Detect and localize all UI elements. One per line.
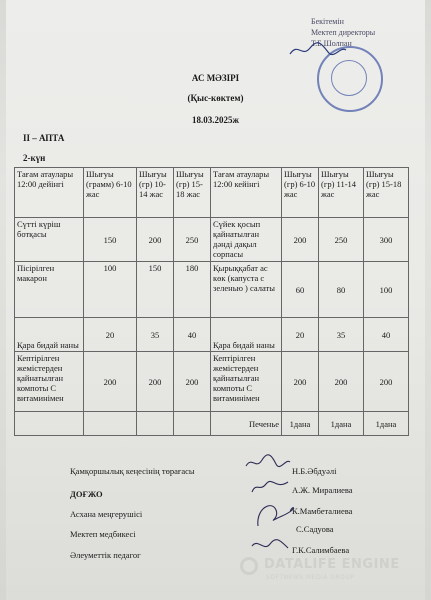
table-cell: 200 — [282, 218, 319, 262]
table-cell: 80 — [319, 262, 364, 318]
column-header: Шығуы (грамм) 6-10 жас — [84, 168, 137, 218]
table-cell: 300 — [364, 218, 409, 262]
table-cell — [174, 412, 211, 436]
signature-1 — [244, 454, 292, 472]
signature-3 — [252, 498, 294, 530]
table-cell: Қырыққабат ас көк (капуста с зеленью ) салаты — [211, 262, 282, 318]
table-cell: 200 — [137, 352, 174, 412]
table-cell — [137, 412, 174, 436]
table-cell: 100 — [364, 262, 409, 318]
table-cell: Пісірілген макарон — [15, 262, 84, 318]
table-cell: Қара бидай наны — [211, 318, 282, 352]
approval-line-3: Т.Б.Шолпан — [311, 39, 352, 48]
table-cell: 150 — [137, 262, 174, 318]
signatory-name: Г.К.Салимбаева — [292, 545, 350, 555]
watermark-logo-icon — [240, 557, 258, 575]
column-header: Шығуы (гр) 10-14 жас — [137, 168, 174, 218]
menu-title: АС МӘЗІРІ — [191, 73, 240, 83]
approval-line-1: Бекітемін — [311, 17, 344, 26]
table-cell: 1дана — [282, 412, 319, 436]
table-cell: 1дана — [319, 412, 364, 436]
signatory-role: Асхана меңгерушісі — [70, 509, 143, 519]
day-label: 2-күн — [23, 153, 46, 163]
signature-2 — [250, 478, 290, 496]
table-cell: 250 — [174, 218, 211, 262]
table-row — [15, 262, 409, 318]
signature-5 — [250, 536, 290, 554]
menu-date: 18.03.2025ж — [191, 115, 240, 125]
signatory-role: ДОҒЖО — [70, 489, 103, 499]
table-cell: Кептірілген жемістерден қайнатылған компоты С витаминімен — [211, 352, 282, 412]
table-cell: 35 — [137, 318, 174, 352]
table-cell: 60 — [282, 262, 319, 318]
column-header: Тағам атаулары 12:00 кейінгі — [211, 168, 282, 218]
column-header: Тағам атаулары 12:00 дейінгі — [15, 168, 84, 218]
column-header: Шығуы (гр) 11-14 жас — [319, 168, 364, 218]
signatory-role: Мектеп медбикесі — [70, 529, 136, 539]
table-cell: 200 — [364, 352, 409, 412]
table-cell: 100 — [84, 262, 137, 318]
table-cell: 200 — [137, 218, 174, 262]
table-cell: 250 — [319, 218, 364, 262]
table-cell — [84, 412, 137, 436]
table-cell: Печенье — [211, 412, 282, 436]
signatory-name: Н.Б.Әбдуәлі — [292, 466, 337, 476]
table-cell: 200 — [282, 352, 319, 412]
watermark-tagline: SOFTNEWS MEDIA GROUP — [266, 574, 355, 581]
table-cell: 20 — [84, 318, 137, 352]
table-cell: 180 — [174, 262, 211, 318]
table-cell: Қара бидай наны — [15, 318, 84, 352]
menu-table — [14, 167, 409, 436]
signatory-role: Әлеуметтік педагог — [70, 550, 141, 560]
signatory-name: К.Мамбеталиева — [292, 506, 353, 516]
table-cell: 200 — [174, 352, 211, 412]
table-cell: 200 — [319, 352, 364, 412]
week-label: II – АПТА — [23, 133, 65, 143]
signatory-role: Қамқоршылық кеңесінің төрағасы — [70, 466, 195, 476]
table-row — [15, 352, 409, 412]
table-cell: Сүйек қосып қайнатылған дәнді дақыл сорпасы — [211, 218, 282, 262]
signatory-name: А.Ж. Миралиева — [292, 485, 353, 495]
director-signature — [288, 40, 348, 60]
column-header: Шығуы (гр) 6-10 жас — [282, 168, 319, 218]
table-cell: Кептірілген жемістерден қайнатылған компоты С витаминімен — [15, 352, 84, 412]
table-cell: 40 — [174, 318, 211, 352]
table-row — [15, 318, 409, 352]
table-cell: Сүтті күріш ботқасы — [15, 218, 84, 262]
column-header: Шығуы (гр) 15-18 жас — [174, 168, 211, 218]
table-cell: 20 — [282, 318, 319, 352]
approval-line-2: Мектеп директоры — [311, 28, 376, 37]
table-cell: 200 — [84, 352, 137, 412]
table-cell: 1дана — [364, 412, 409, 436]
table-row — [15, 412, 409, 436]
table-row — [15, 218, 409, 262]
table-cell: 150 — [84, 218, 137, 262]
table-header-row — [15, 168, 409, 218]
column-header: Шығуы (гр) 15-18 жас — [364, 168, 409, 218]
table-cell — [15, 412, 84, 436]
menu-season: (Қыс-көктем) — [187, 93, 244, 103]
table-cell: 40 — [364, 318, 409, 352]
table-cell: 35 — [319, 318, 364, 352]
signatory-name: С.Садуова — [296, 524, 334, 534]
watermark-brand: DATALIFE ENGINE — [264, 557, 400, 572]
